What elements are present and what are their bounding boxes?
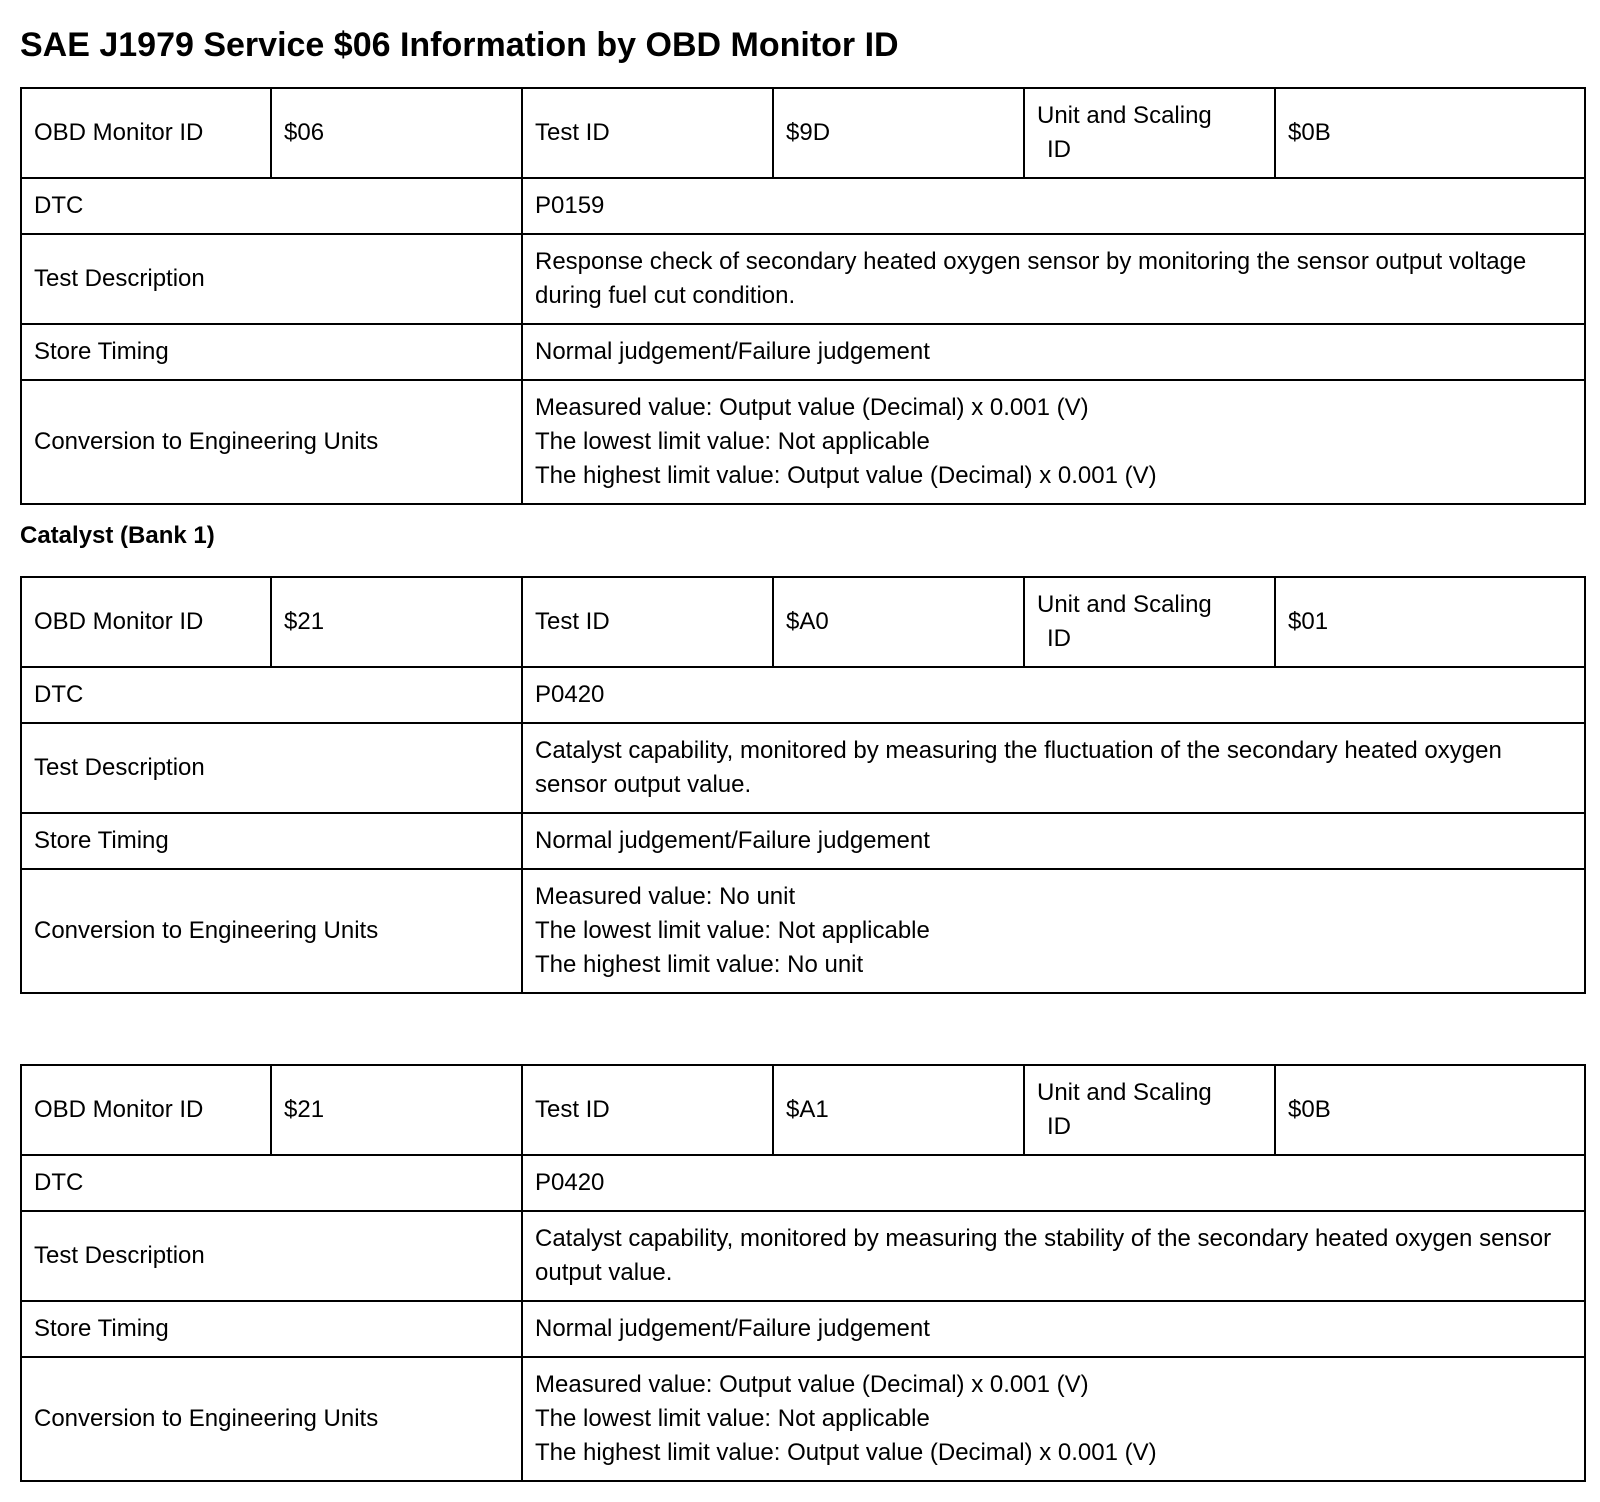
unit-scaling-label-line1: Unit and Scaling [1037,591,1212,618]
unit-scaling-id-value: $0B [1275,1065,1585,1155]
conversion-measured-line: Measured value: No unit [535,883,796,910]
test-id-label: Test ID [522,88,773,178]
table-row [21,88,1585,178]
table-row [21,869,1585,993]
unit-scaling-id-label [1024,577,1275,667]
table-row [21,178,1585,234]
test-id-value: $A1 [773,1065,1024,1155]
unit-scaling-label-line2: ID [1047,625,1071,652]
table-row [21,234,1585,324]
conversion-measured-line: Measured value: Output value (Decimal) x 0.001 (V) [535,394,1089,421]
test-description-label: Test Description [21,723,522,813]
table-row [21,723,1585,813]
test-description-label: Test Description [21,1211,522,1301]
unit-scaling-label-line1: Unit and Scaling [1037,102,1212,129]
table-row [21,667,1585,723]
service-06-table-3 [20,1064,1586,1482]
section-heading: Catalyst (Bank 1) [20,522,215,549]
dtc-label: DTC [21,178,522,234]
test-id-label: Test ID [522,1065,773,1155]
conversion-value [522,380,1585,504]
unit-scaling-label-line2: ID [1047,136,1071,163]
store-timing-label: Store Timing [21,1301,522,1357]
obd-monitor-id-label: OBD Monitor ID [21,88,271,178]
test-description-label: Test Description [21,234,522,324]
store-timing-value: Normal judgement/Failure judgement [522,813,1585,869]
test-id-value: $A0 [773,577,1024,667]
obd-monitor-id-value: $21 [271,1065,522,1155]
obd-monitor-id-value: $06 [271,88,522,178]
obd-monitor-id-label: OBD Monitor ID [21,577,271,667]
unit-scaling-id-value: $0B [1275,88,1585,178]
table-row [21,1357,1585,1481]
store-timing-label: Store Timing [21,324,522,380]
table-row [21,1211,1585,1301]
table-row [21,1155,1585,1211]
test-id-label: Test ID [522,577,773,667]
dtc-value: P0420 [522,667,1585,723]
table-row [21,813,1585,869]
conversion-highest-line: The highest limit value: Output value (Decimal) x 0.001 (V) [535,462,1157,489]
unit-scaling-label-line2: ID [1047,1113,1071,1140]
store-timing-label: Store Timing [21,813,522,869]
conversion-label: Conversion to Engineering Units [21,869,522,993]
conversion-label: Conversion to Engineering Units [21,1357,522,1481]
page-title: SAE J1979 Service $06 Information by OBD Monitor ID [20,26,899,64]
conversion-label: Conversion to Engineering Units [21,380,522,504]
conversion-highest-line: The highest limit value: Output value (Decimal) x 0.001 (V) [535,1439,1157,1466]
dtc-label: DTC [21,667,522,723]
conversion-value [522,869,1585,993]
dtc-label: DTC [21,1155,522,1211]
table-row [21,324,1585,380]
store-timing-value: Normal judgement/Failure judgement [522,1301,1585,1357]
unit-scaling-id-value: $01 [1275,577,1585,667]
service-06-table-1 [20,87,1586,505]
dtc-value: P0159 [522,178,1585,234]
test-id-value: $9D [773,88,1024,178]
unit-scaling-id-label [1024,1065,1275,1155]
conversion-measured-line: Measured value: Output value (Decimal) x 0.001 (V) [535,1371,1089,1398]
service-06-table-2 [20,576,1586,994]
test-description-value: Response check of secondary heated oxygen sensor by monitoring the sensor output voltage during fuel cut condition. [522,234,1585,324]
conversion-lowest-line: The lowest limit value: Not applicable [535,428,930,455]
table-row [21,1301,1585,1357]
unit-scaling-id-label [1024,88,1275,178]
obd-monitor-id-value: $21 [271,577,522,667]
table-row [21,380,1585,504]
conversion-lowest-line: The lowest limit value: Not applicable [535,1405,930,1432]
table-row [21,577,1585,667]
table-row [21,1065,1585,1155]
dtc-value: P0420 [522,1155,1585,1211]
store-timing-value: Normal judgement/Failure judgement [522,324,1585,380]
conversion-lowest-line: The lowest limit value: Not applicable [535,917,930,944]
unit-scaling-label-line1: Unit and Scaling [1037,1079,1212,1106]
test-description-value: Catalyst capability, monitored by measuring the fluctuation of the secondary heated oxygen sensor output value. [522,723,1585,813]
obd-monitor-id-label: OBD Monitor ID [21,1065,271,1155]
conversion-highest-line: The highest limit value: No unit [535,951,864,978]
test-description-value: Catalyst capability, monitored by measuring the stability of the secondary heated oxygen sensor output value. [522,1211,1585,1301]
conversion-value [522,1357,1585,1481]
